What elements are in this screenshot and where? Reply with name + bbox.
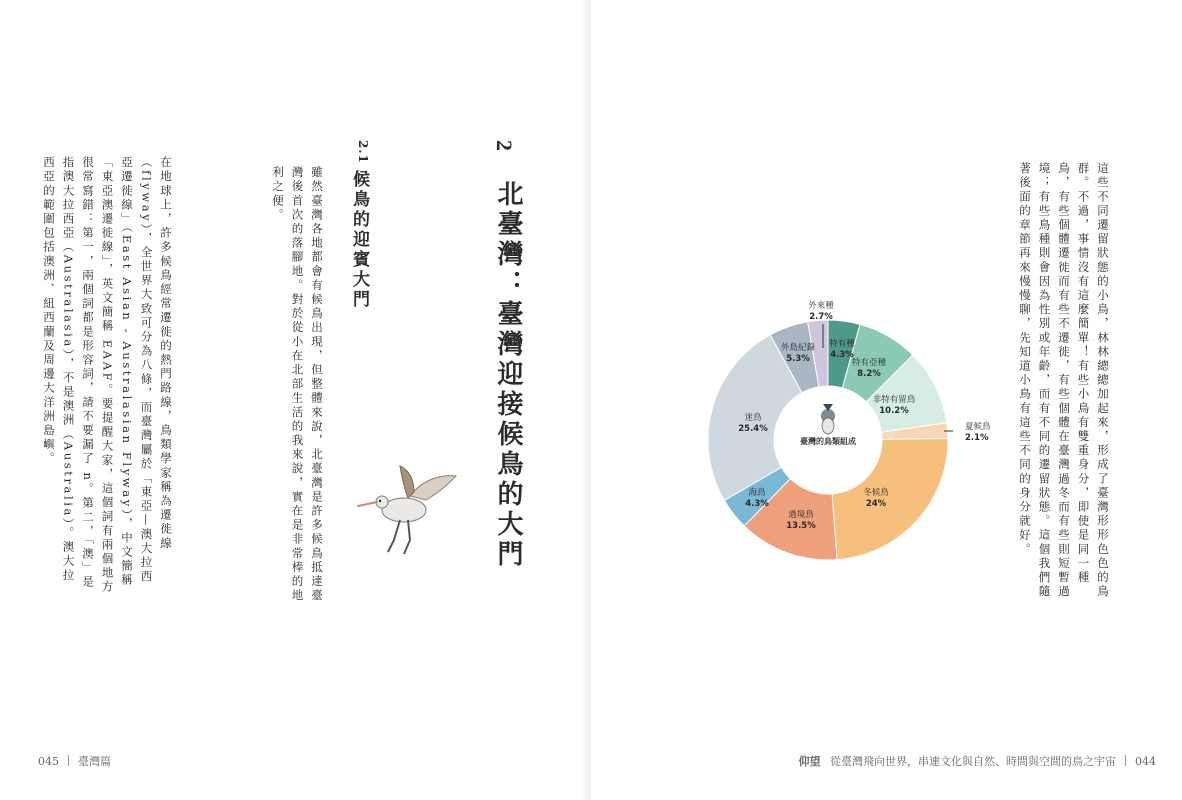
chapter-number: 2	[492, 140, 517, 151]
right-page	[591, 0, 1182, 800]
chapter-title: 北臺灣：臺灣迎接候鳥的大門	[493, 180, 523, 570]
slice-value-label: 13.5%	[786, 521, 816, 531]
slice-value-label: 5.3%	[786, 354, 810, 364]
paragraph-intro: 雖然臺灣各地都會有候鳥出現，但整體來說，北臺灣是許多候鳥抵達臺灣後首次的落腳地。對於從小在北部生活的我來說，實在是非常棒的地利之便。	[271, 166, 324, 604]
section-title: 候鳥的迎賓大門	[349, 170, 369, 310]
footer-divider	[1125, 755, 1126, 766]
footer-subtitle: 從臺灣飛向世界，串連文化與自然、時間與空間的鳥之宇宙	[830, 755, 1116, 768]
slice-value-label: 10.2%	[879, 406, 909, 416]
slice-category-label: 外來種	[808, 301, 834, 311]
chart-center-title: 臺灣的鳥類組成	[800, 437, 856, 446]
slice-category-label: 特有種	[829, 339, 855, 349]
slice-value-label: 24%	[865, 499, 887, 509]
section-number: 2.1	[356, 140, 370, 164]
godwit-illustration	[352, 462, 464, 562]
footer-section: 臺灣篇	[78, 755, 111, 768]
slice-value-label: 25.4%	[738, 424, 768, 434]
slice-category-label: 迷鳥	[744, 413, 762, 423]
slice-value-label: 2.7%	[809, 312, 833, 322]
footer-right	[799, 753, 1157, 769]
footer-divider	[68, 755, 69, 766]
slice-category-label: 冬候鳥	[863, 488, 889, 498]
slice-category-label: 夏候鳥	[965, 422, 991, 432]
slice-value-label: 4.3%	[745, 499, 769, 509]
slice-category-label: 特有亞種	[851, 358, 887, 368]
slice-category-label: 海鳥	[748, 488, 766, 498]
page-number-right: 044	[1135, 755, 1156, 768]
slice-value-label: 2.1%	[965, 433, 989, 443]
paragraph-bird-status: 這些不同遷留狀態的小鳥，林林總總加起來，形成了臺灣形形色色的鳥群。不過，事情沒有這麼簡單！有些小鳥有雙重身分，即使是同一種鳥，有些個體遷徙而有些不遷徙，有些個體在臺灣過冬而有些則短暫過境；有些鳥種則會因為性別或年齡，而有不同的遷留狀態。這個我們隨著後面的章節再來慢慢聊，先知道小鳥有這些不同的身分就好。	[1018, 162, 1110, 600]
bird-composition-donut-chart	[591, 0, 1182, 800]
slice-value-label: 8.2%	[857, 369, 881, 379]
slice-category-label: 過境鳥	[788, 510, 814, 520]
slice-value-label: 4.3%	[830, 350, 854, 360]
page-number-left: 045	[38, 755, 59, 768]
slice-category-label: 非特有留鳥	[872, 395, 916, 405]
slice-category-label: 外島紀錄	[780, 343, 816, 353]
paragraph-flyway: 在地球上，許多候鳥經常遷徙的熱門路線，鳥類學家稱為遷徙線（flyway），全世界大致可分為八條，而臺灣屬於「東亞—澳大拉西亞遷徙線」（East Asian - Australasian Flyway），中文簡稱「東亞澳遷徙線」，英文簡稱 EAAF。要提醒大家，這個詞有兩個地方很常寫錯：第一，兩個詞都是形容詞，請不要漏了 n。第二，「澳」是指澳大拉西亞（Australasia），不是澳洲（Australia）。澳大拉西亞的範圍包括澳洲、紐西蘭及周邊大洋洲島嶼。	[42, 156, 173, 595]
footer-book-title: 仰望	[798, 755, 821, 768]
footer-left	[38, 753, 111, 769]
